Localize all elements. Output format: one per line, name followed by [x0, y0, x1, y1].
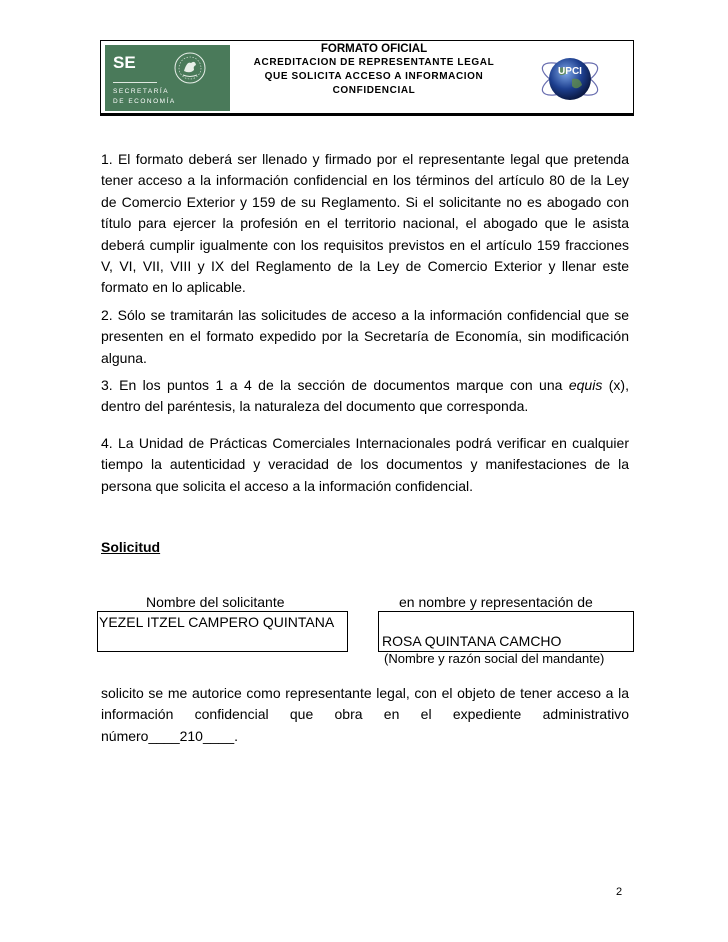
form-title: FORMATO OFICIAL [320, 43, 428, 55]
principal-name-value: ROSA QUINTANA CAMCHO [382, 633, 562, 649]
form-subtitle-line1: ACREDITACION DE REPRESENTANTE LEGAL [253, 57, 495, 68]
header-title-block [239, 43, 509, 98]
representation-label: en nombre y representación de [399, 594, 593, 610]
request-statement: solicito se me autorice como representante legal, con el objeto de tener acceso a la información confidencial que obra en el expediente administrativo número____210____. [101, 685, 629, 744]
logo-divider [113, 82, 157, 83]
instruction-3 [101, 375, 629, 418]
instruction-4: 4. La Unidad de Prácticas Comerciales Internacionales podrá verificar en cualquier tiempo la autenticidad y veracidad de los documentos y manifestaciones de la persona que solicita el acceso a la información confidencial. [101, 435, 629, 494]
principal-name-field[interactable] [378, 611, 634, 652]
logo-dept-line2: DE ECONOMÍA [113, 98, 176, 105]
form-subtitle-line3: CONFIDENCIAL [332, 85, 416, 96]
mexico-seal-icon [173, 51, 207, 85]
upci-globe-logo [538, 49, 602, 109]
applicant-name-field[interactable]: YEZEL ITZEL CAMPERO QUINTANA [97, 611, 348, 652]
principal-caption: (Nombre y razón social del mandante) [384, 651, 605, 666]
instruction-1: 1. El formato deberá ser llenado y firmado por el representante legal que pretenda tener acceso a la información confidencial en los términos del artículo 80 de la Ley de Comercio Exterior y 159 de su Reglamento. Si el solicitante no es abogado con título para ejercer la profesión en el territorio nacional, el abogado que le asista deberá cumplir igualmente con los requisitos previstos en el artículo 159 fracciones V, VI, VII, VIII y IX del Reglamento de la Ley de Comercio Exterior y llenar este formato en lo aplicable. [101, 151, 629, 296]
upci-label: UPCI [558, 66, 582, 77]
logo-department [113, 87, 223, 107]
page-number: 2 [616, 886, 623, 898]
instruction-3-end: (x), dentro del paréntesis, la naturaleza del documento que corresponda. [101, 377, 629, 415]
document-header [100, 40, 634, 116]
logo-abbreviation: SE [113, 53, 136, 72]
instruction-2: 2. Sólo se tramitarán las solicitudes de acceso a la información confidencial que se presenten en el formato expedido por la Secretaría de Economía, sin modificación alguna. [101, 307, 629, 366]
logo-dept-line1: SECRETARÍA [113, 88, 170, 95]
se-logo [105, 45, 230, 111]
instruction-3-start: 3. En los puntos 1 a 4 de la sección de documentos marque con una [101, 377, 569, 393]
applicant-label: Nombre del solicitante [146, 594, 285, 610]
form-subtitle-line2: QUE SOLICITA ACCESO A INFORMACION [264, 71, 484, 82]
instruction-3-emphasis: equis [568, 377, 603, 393]
solicitud-heading: Solicitud [101, 539, 161, 555]
